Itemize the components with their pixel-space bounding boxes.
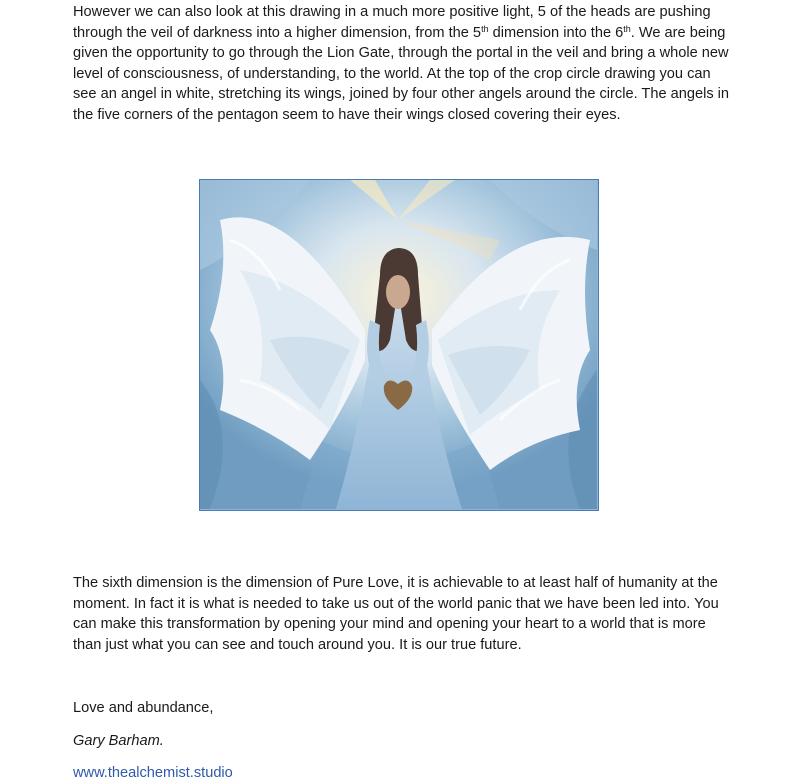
paragraph-1-part-2: dimension into the 6 xyxy=(488,24,624,41)
angel-painting-image xyxy=(199,179,599,511)
signature: Gary Barham. xyxy=(73,733,164,749)
angel-painting-svg xyxy=(200,180,597,509)
closing-salutation: Love and abundance, xyxy=(73,700,214,716)
angel-face xyxy=(386,275,410,309)
website-link[interactable]: www.thealchemist.studio xyxy=(73,765,233,781)
superscript-th-1: th xyxy=(481,23,489,34)
paragraph-1-part-3: . We are being given the opportunity to go through the Lion Gate, through the portal in the veil and bring a whole new level of consciousness, of understanding, to the world. At the top of the crop circle drawing you can see an angel in white, stretching its wings, joined by four other angels around the circle. The angels in the five corners of the pentagon seem to have their wings closed covering their eyes. xyxy=(73,24,730,123)
paragraph-sixth-dimension: The sixth dimension is the dimension of Pure Love, it is achievable to at least half of humanity at the moment. In fact it is what is needed to take us out of the world panic that we have been led into. You can make this transformation by opening your mind and opening your heart to a world that is more than just what you can see and touch around you. It is our true future. xyxy=(73,575,719,653)
paragraph-dimensions xyxy=(73,2,733,126)
superscript-th-2: th xyxy=(623,23,631,34)
paragraph-1-part-1: However we can also look at this drawing in a much more positive light, 5 of the heads are pushing through the veil of darkness into a higher dimension, from the 5 xyxy=(73,4,711,41)
